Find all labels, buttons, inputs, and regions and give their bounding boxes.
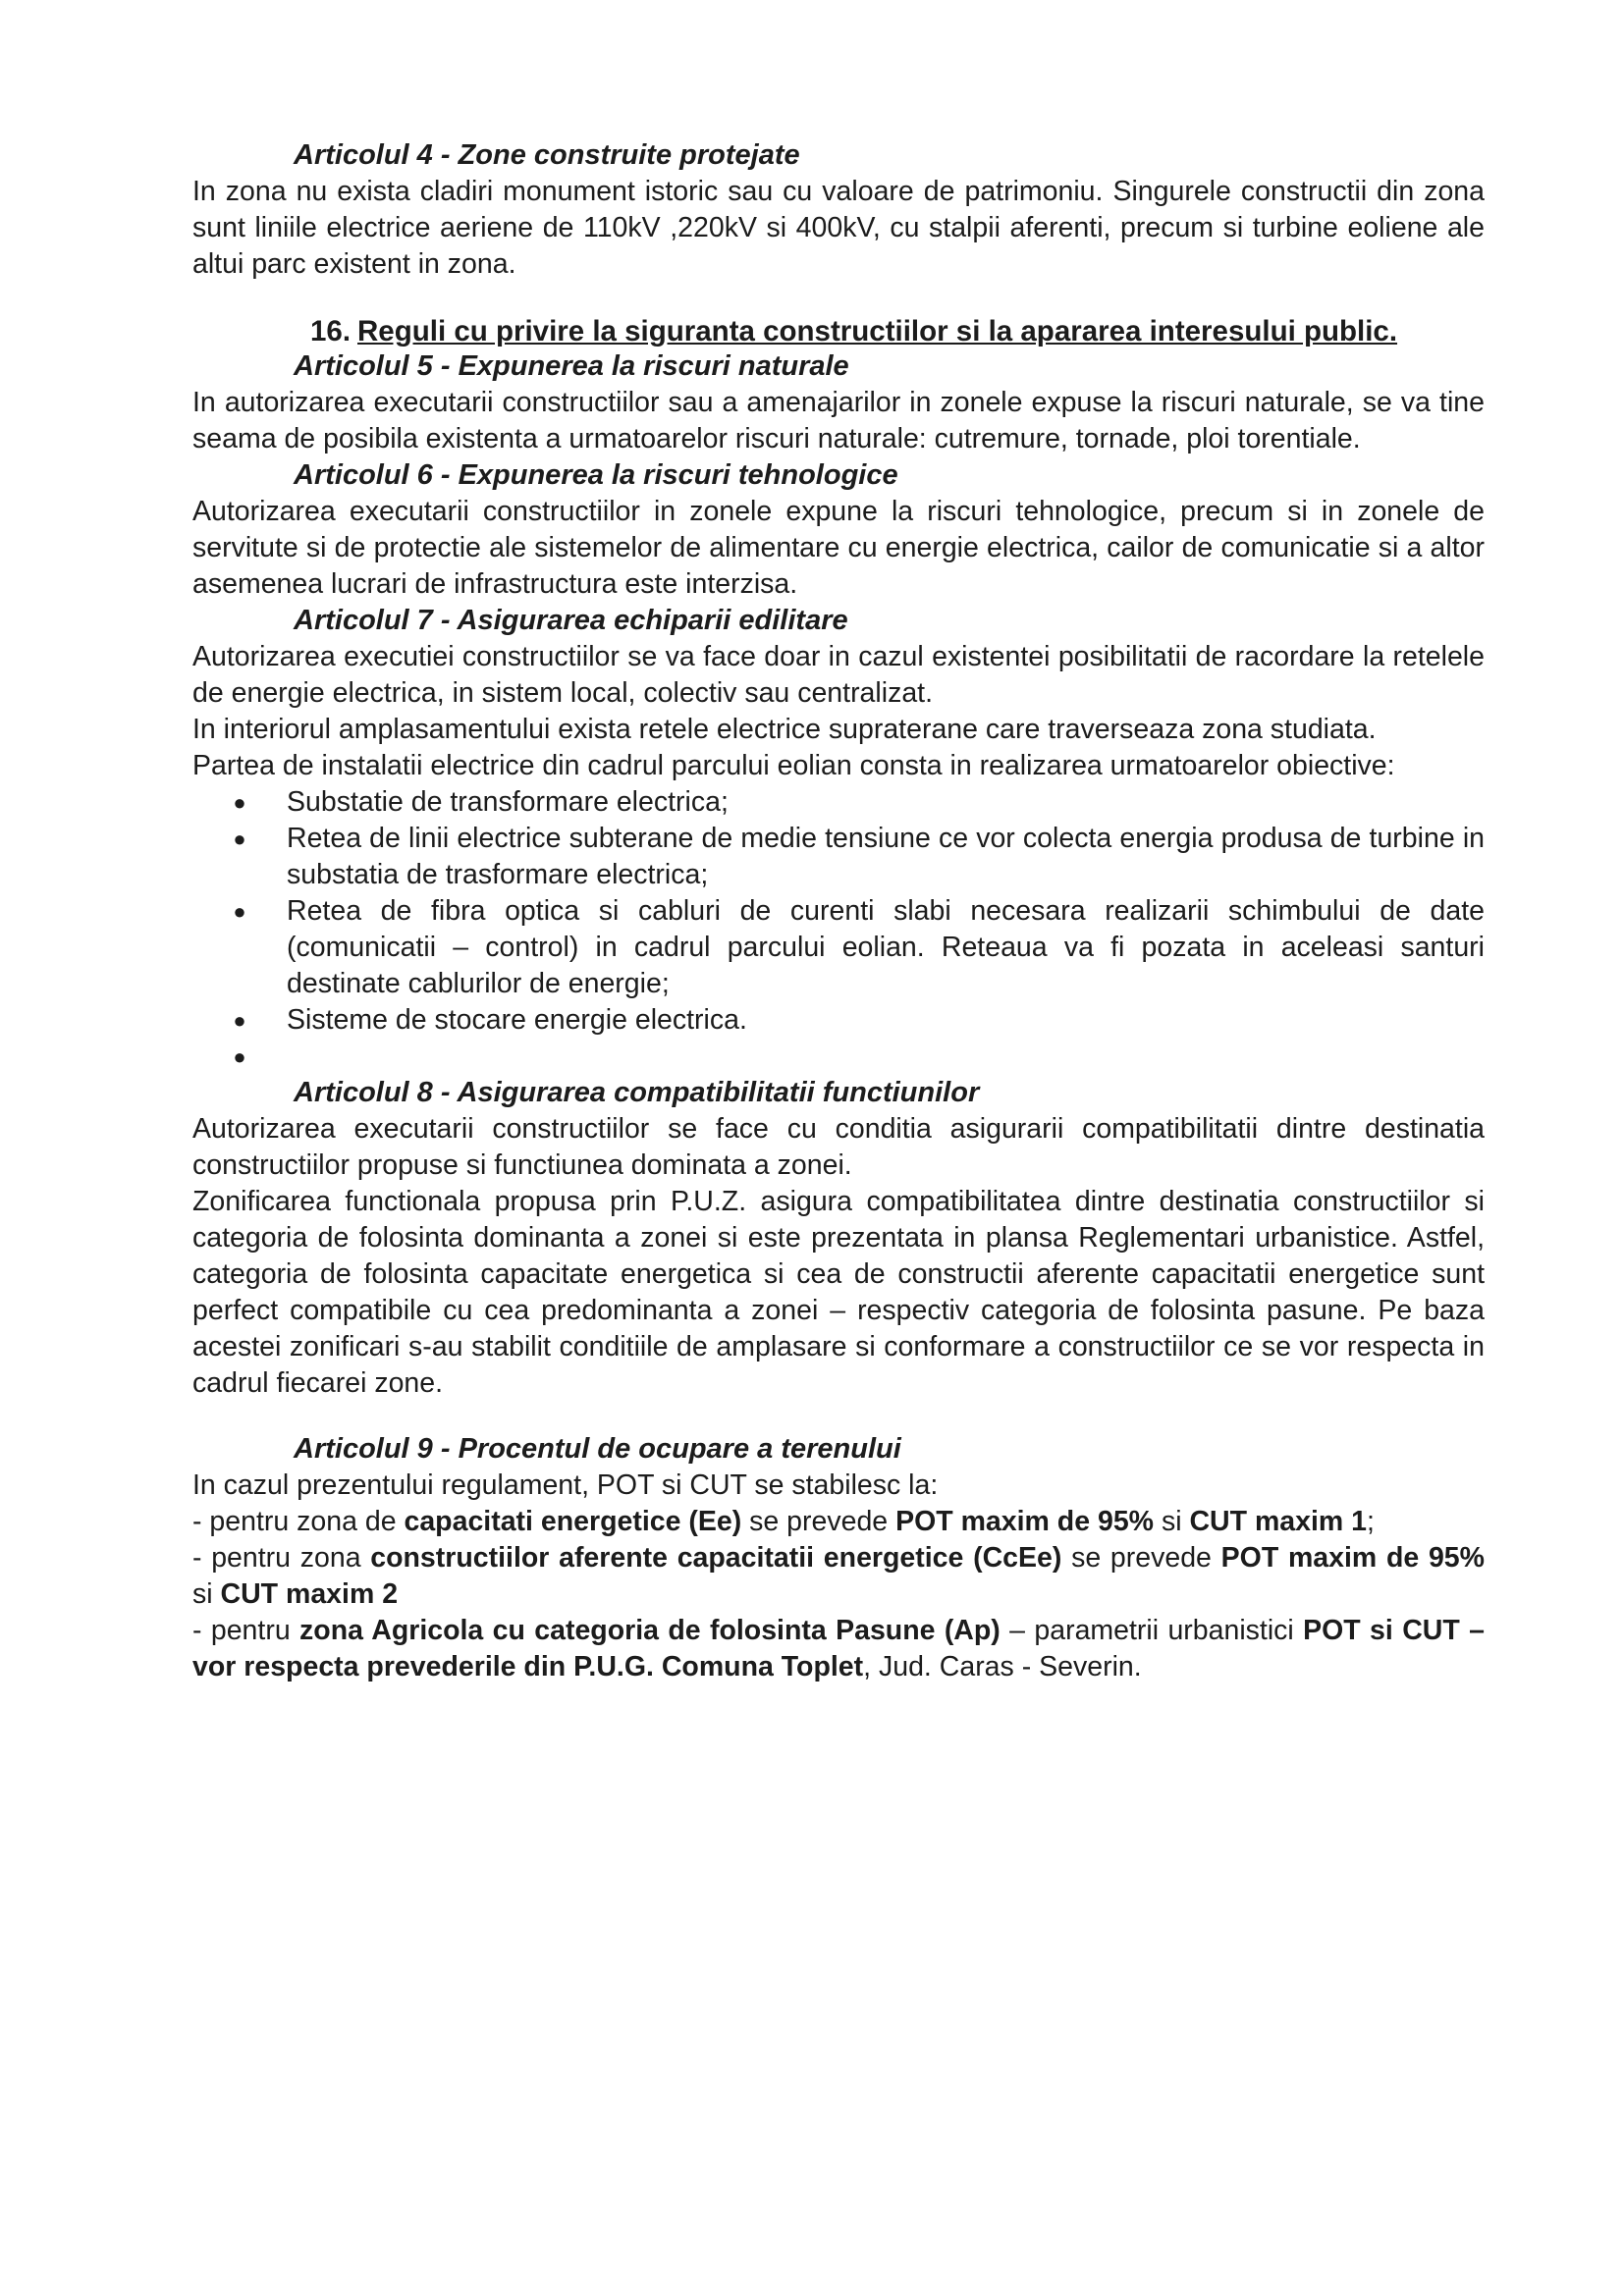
line-text: si — [192, 1578, 221, 1610]
article-7-heading: Articolul 7 - Asigurarea echiparii edilitare — [294, 605, 848, 636]
list-item — [192, 821, 1485, 893]
line-text: se prevede — [1061, 1542, 1221, 1574]
list-item-text: Sisteme de stocare energie electrica. — [287, 1004, 747, 1036]
bullet-icon: ● — [233, 1044, 246, 1069]
zone-name: constructiilor aferente capacitatii energetice (CcEe) — [370, 1542, 1062, 1574]
list-item — [192, 893, 1485, 1002]
zone-name: capacitati energetice (Ee) — [404, 1506, 742, 1537]
article-4-heading: Articolul 4 - Zone construite protejate — [294, 139, 800, 171]
zone-name: zona Agricola cu categoria de folosinta Pasune (Ap) — [299, 1615, 1001, 1646]
document-body — [192, 137, 1485, 1685]
line-text: ; — [1367, 1506, 1375, 1537]
list-item — [192, 1039, 1485, 1075]
line-text: - pentru — [192, 1615, 300, 1646]
article-9-line-ccee — [192, 1540, 1485, 1613]
article-7-paragraph-2: In interiorul amplasamentului exista retele electrice supraterane care traverseaza zona studiata. — [192, 714, 1377, 745]
section-16-number: 16. — [310, 315, 352, 347]
article-4-text: In zona nu exista cladiri monument istoric sau cu valoare de patrimoniu. Singurele constructii din zona sunt liniile electrice aeriene de 110kV ,220kV si 400kV, cu stalpii aferenti, precum si turbine eoliene ale altui parc existent in zona. — [192, 176, 1485, 280]
pot-value: POT maxim de 95% — [895, 1506, 1155, 1537]
article-7-objectives-list — [192, 784, 1485, 1075]
article-5-text: In autorizarea executarii constructiilor sau a amenajarilor in zonele expuse la riscuri naturale, se va tine seama de posibila existenta a urmatoarelor riscuri naturale: cutremure, tornade, ploi torentiale. — [192, 387, 1485, 454]
cut-value: CUT maxim 2 — [220, 1578, 399, 1610]
list-item-text — [287, 1039, 1485, 1075]
list-item-text: Substatie de transformare electrica; — [287, 786, 729, 818]
article-6-heading: Articolul 6 - Expunerea la riscuri tehnologice — [294, 459, 898, 491]
section-16-title: Reguli cu privire la siguranta constructiilor si la apararea interesului public. — [357, 315, 1398, 347]
line-text: se prevede — [741, 1506, 896, 1537]
bullet-icon: ● — [233, 827, 246, 851]
list-item-text: Retea de fibra optica si cabluri de curenti slabi necesara realizarii schimbului de date (comunicatii – control) in cadrul parcului eolian. Reteaua va fi pozata in aceleasi santuri destinate cablurilor de energie; — [287, 895, 1485, 999]
bullet-icon: ● — [233, 1008, 246, 1033]
article-7-paragraph-3: Partea de instalatii electrice din cadrul parcului eolian consta in realizarea urmatoarelor obiective: — [192, 750, 1395, 781]
pug-reference: POT si CUT – vor respecta prevederile din P.U.G. Comuna Toplet — [192, 1615, 1485, 1682]
line-text: si — [1154, 1506, 1190, 1537]
article-9-intro: In cazul prezentului regulament, POT si CUT se stabilesc la: — [192, 1469, 939, 1501]
article-8-paragraph-2: Zonificarea functionala propusa prin P.U.Z. asigura compatibilitatea dintre destinatia constructiilor si categoria de folosinta dominanta a zonei si este prezentata in plansa Reglementari urbanistice. Astfel, categoria de folosinta capacitate energetica si cea de constructii aferente capacitatii energetice sunt perfect compatibile cu cea predominanta a zonei – respectiv categoria de folosinta pasune. Pe baza acestei zonificari s-au stabilit conditiile de amplasare si conformare a constructiilor ce se vor respecta in cadrul fiecarei zone. — [192, 1186, 1485, 1399]
pot-value: POT maxim de 95% — [1220, 1542, 1485, 1574]
list-item — [192, 784, 1485, 821]
article-9-line-ap — [192, 1613, 1485, 1685]
line-text: - pentru zona de — [192, 1506, 405, 1537]
article-5-heading: Articolul 5 - Expunerea la riscuri naturale — [294, 350, 849, 382]
article-7-paragraph-1: Autorizarea executiei constructiilor se va face doar in cazul existentei posibilitatii de racordare la retelele de energie electrica, in sistem local, colectiv sau centralizat. — [192, 641, 1485, 709]
list-item — [192, 1002, 1485, 1039]
bullet-icon: ● — [233, 899, 246, 924]
line-text: , Jud. Caras - Severin. — [863, 1651, 1142, 1682]
article-9-heading: Articolul 9 - Procentul de ocupare a terenului — [294, 1433, 901, 1465]
bullet-icon: ● — [233, 790, 246, 815]
cut-value: CUT maxim 1 — [1189, 1506, 1368, 1537]
article-8-paragraph-1: Autorizarea executarii constructiilor se face cu conditia asigurarii compatibilitatii dintre destinatia constructiilor propuse si functiunea dominata a zonei. — [192, 1113, 1485, 1181]
line-text: – parametrii urbanistici — [1000, 1615, 1304, 1646]
section-16-heading — [310, 314, 1485, 348]
article-8-heading: Articolul 8 - Asigurarea compatibilitatii functiunilor — [294, 1077, 980, 1108]
article-9-line-ee — [192, 1504, 1485, 1540]
line-text: - pentru zona — [192, 1542, 371, 1574]
article-6-text: Autorizarea executarii constructiilor in zonele expune la riscuri tehnologice, precum si in zonele de servitute si de protectie ale sistemelor de alimentare cu energie electrica, cailor de comunicatie si a altor asemenea lucrari de infrastructura este interzisa. — [192, 496, 1485, 600]
list-item-text: Retea de linii electrice subterane de medie tensiune ce vor colecta energia produsa de turbine in substatia de trasformare electrica; — [287, 823, 1485, 890]
